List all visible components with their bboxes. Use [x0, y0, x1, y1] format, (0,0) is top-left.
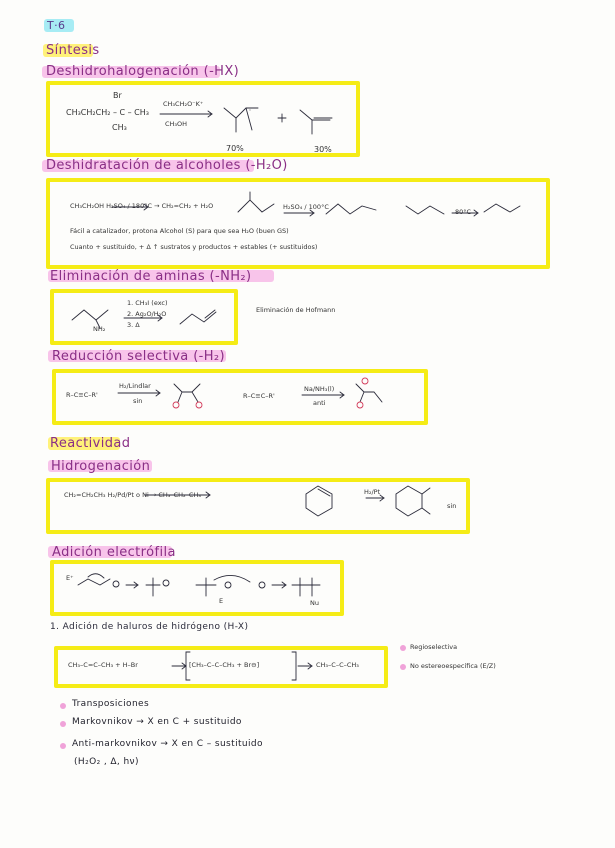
- bullet-text-2: Markovnikov → X en C + sustituido: [72, 717, 242, 727]
- hydrogenation-syn: sin: [447, 502, 457, 510]
- amines-r1: 1. CH₃I (exc): [127, 299, 168, 307]
- cyclohexane-product: [396, 486, 422, 516]
- reduction-left: R–C≡C–R': [66, 391, 98, 399]
- dehydration-note2: Cuanto + sustituido, + Δ ↑ sustratos y productos + estables (+ sustituidos): [70, 243, 318, 251]
- hx-reactant: CH₃–C=C–CH₃ + H–Br: [68, 661, 138, 669]
- hx-intermediate: [CH₃–C–C–CH₃ + Br⊖]: [189, 661, 260, 669]
- adicion-nu: Nu: [310, 599, 319, 607]
- dehydration-note1: Fácil a catalizador, protona Alcohol (S) para que sea H₂O (buen GS): [70, 227, 289, 235]
- amines-name: Eliminación de Hofmann: [256, 306, 336, 314]
- section-reactividad: Reactividad: [50, 436, 131, 451]
- bullet-note: (H₂O₂ , Δ, hν): [74, 757, 139, 767]
- reduction-left-reagent-top: H₂/Lindlar: [119, 382, 151, 390]
- section-hidrogenacion: Hidrogenación: [51, 459, 151, 474]
- adicion-e: E: [219, 597, 224, 605]
- dehydrohal-reagent-top: CH₃CH₂O⁻K⁺: [163, 100, 204, 108]
- amine-skeleton: [72, 310, 108, 320]
- reduction-right: R–C≡C–R': [243, 392, 275, 400]
- dehydrohal-reactant: CH₃CH₂CH₂ – C – CH₃: [66, 108, 149, 117]
- dehydration-temp: 80°C: [455, 208, 472, 216]
- cyclohexene-1: [306, 486, 332, 516]
- section-eliminacion-aminas: Eliminación de aminas (-NH₂): [50, 269, 252, 284]
- adicion-eplus: E⁺: [66, 574, 74, 582]
- hx-product: CH₃–C–C–CH₃: [316, 661, 359, 669]
- section-sintesis: Síntesis: [46, 43, 100, 58]
- dehydration-line1: CH₃CH₂OH H₂SO₄ / 180°C → CH₂=CH₂ + H₂O: [70, 202, 214, 210]
- dehydrohal-ch3: CH₃: [112, 123, 127, 132]
- hydrogenation-line: CH₂=CH₂CH₃ H₂/Pd/Pt o Ni → CH₃–CH₂–CH₃: [64, 491, 201, 499]
- hx-note-2: No estereoespecífica (E/Z): [410, 662, 496, 670]
- reduction-right-reagent-bottom: anti: [313, 399, 326, 407]
- bullet-text-1: Transposiciones: [72, 699, 150, 709]
- amines-nh2: NH₂: [93, 325, 106, 333]
- page-tag: T·6: [47, 19, 66, 32]
- section-reduccion: Reducción selectiva (-H₂): [52, 349, 226, 364]
- dehydrohal-product1: [224, 108, 258, 118]
- dehydrohal-reagent-bottom: CH₃OH: [165, 120, 188, 128]
- section-adicion-haluros: 1. Adición de haluros de hidrógeno (H-X): [50, 622, 249, 632]
- ea-alkene: [78, 579, 110, 585]
- hx-note-1: Regioselectiva: [410, 643, 458, 651]
- reduction-left-reagent-bottom: sin: [133, 397, 143, 405]
- dehydrohal-product2: [300, 110, 330, 120]
- section-deshidratacion: Deshidratación de alcoholes (-H₂O): [46, 158, 288, 173]
- reduction-right-reagent-top: Na/NH₃(l): [304, 385, 335, 393]
- bullet-text-3: Anti-markovnikov → X en C – sustituido: [72, 739, 263, 749]
- dehydrohal-yield2: 30%: [314, 145, 332, 154]
- amines-r3: 3. Δ: [127, 321, 140, 329]
- hydrogenation-reagent: H₂/Pt: [364, 488, 381, 496]
- section-adicion: Adición electrófila: [52, 545, 176, 560]
- dehydrohal-yield1: 70%: [226, 144, 244, 153]
- dehydration-line1-right: H₂SO₄ / 100°C: [283, 203, 329, 211]
- section-deshidrohalogenacion: Deshidrohalogenación (-HX): [46, 64, 240, 79]
- amines-r2: 2. Ag₂O/H₂O: [127, 310, 167, 318]
- dehydrohal-br: Br: [113, 91, 122, 100]
